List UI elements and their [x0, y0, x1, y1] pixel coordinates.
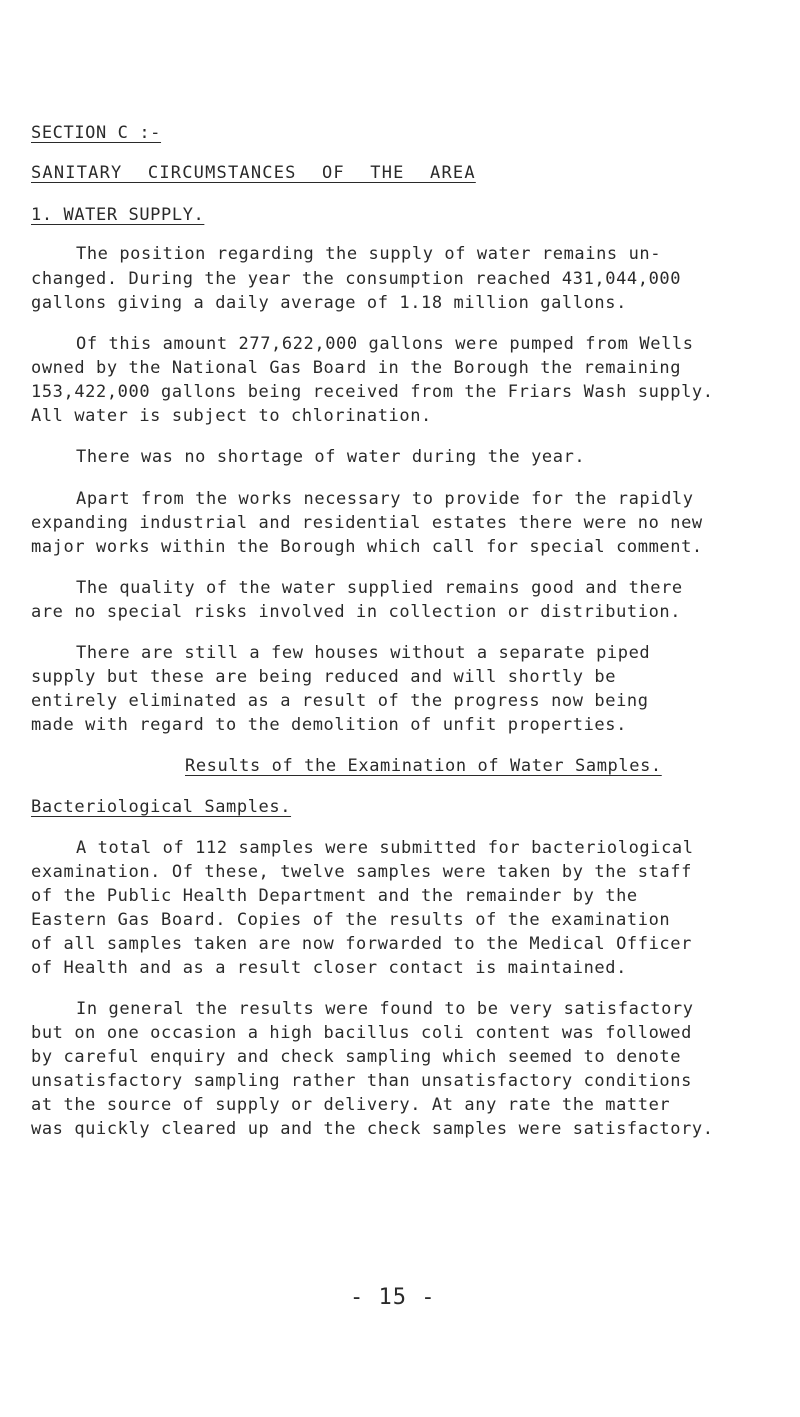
- paragraph-line: examination. Of these, twelve samples were taken by the staff: [31, 862, 692, 882]
- paragraph-line: expanding industrial and residential estates there were no new: [31, 513, 703, 533]
- results-heading: Results of the Examination of Water Samples.: [185, 756, 662, 776]
- paragraph-line: There are still a few houses without a separate piped: [76, 643, 651, 663]
- paragraph-line: Eastern Gas Board. Copies of the results of the examination: [31, 910, 671, 930]
- paragraph-line: owned by the National Gas Board in the Borough the remaining: [31, 358, 682, 378]
- paragraph-line: Of this amount 277,622,000 gallons were pumped from Wells: [76, 334, 694, 354]
- paragraph-line: at the source of supply or delivery. At any rate the matter: [31, 1095, 671, 1115]
- paragraph-line: was quickly cleared up and the check samples were satisfactory.: [31, 1119, 714, 1139]
- paragraph-line: The position regarding the supply of water remains un-: [76, 244, 662, 264]
- paragraph-line: A total of 112 samples were submitted for bacteriological: [76, 838, 694, 858]
- paragraph-line: gallons giving a daily average of 1.18 million gallons.: [31, 293, 627, 313]
- paragraph-line: of all samples taken are now forwarded to the Medical Officer: [31, 934, 692, 954]
- subsection-heading: 1. WATER SUPPLY.: [31, 205, 205, 225]
- section-heading: SECTION C :-: [31, 123, 162, 143]
- paragraph-line: major works within the Borough which call for special comment.: [31, 537, 703, 557]
- paragraph-line: changed. During the year the consumption reached 431,044,000: [31, 269, 682, 289]
- paragraph-line: by careful enquiry and check sampling which seemed to denote: [31, 1047, 682, 1067]
- paragraph-line: The quality of the water supplied remains good and there: [76, 578, 683, 598]
- paragraph-line: entirely eliminated as a result of the progress now being: [31, 691, 649, 711]
- paragraph-line: of the Public Health Department and the remainder by the: [31, 886, 638, 906]
- bacteriological-heading: Bacteriological Samples.: [31, 797, 292, 817]
- paragraph-line: are no special risks involved in collection or distribution.: [31, 602, 682, 622]
- page-number: - 15 -: [350, 1285, 436, 1310]
- paragraph-line: supply but these are being reduced and will shortly be: [31, 667, 617, 687]
- paragraph-line: In general the results were found to be very satisfactory: [76, 999, 694, 1019]
- paragraph-line: 153,422,000 gallons being received from the Friars Wash supply.: [31, 382, 714, 402]
- paragraph-line: but on one occasion a high bacillus coli content was followed: [31, 1023, 692, 1043]
- paragraph-line: All water is subject to chlorination.: [31, 406, 432, 426]
- paragraph-line: There was no shortage of water during the year.: [76, 447, 586, 467]
- paragraph-line: of Health and as a result closer contact is maintained.: [31, 958, 627, 978]
- paragraph-line: Apart from the works necessary to provide for the rapidly: [76, 489, 694, 509]
- paragraph-line: made with regard to the demolition of unfit properties.: [31, 715, 627, 735]
- paragraph-line: unsatisfactory sampling rather than unsatisfactory conditions: [31, 1071, 692, 1091]
- document-title: SANITARY CIRCUMSTANCES OF THE AREA: [31, 163, 476, 183]
